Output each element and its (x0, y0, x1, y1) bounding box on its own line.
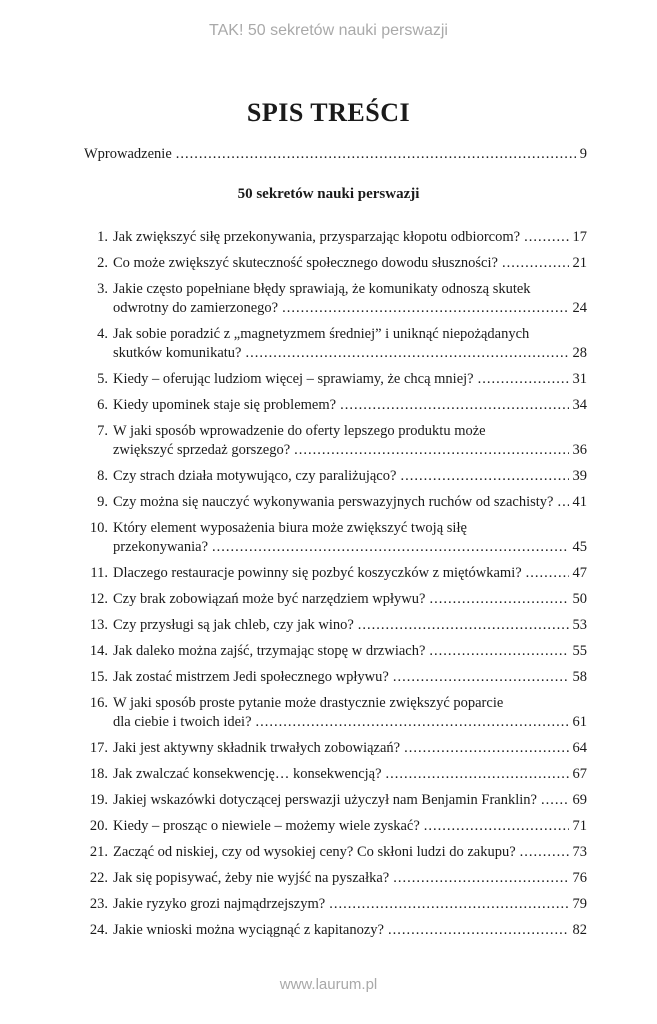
toc-entry-row (84, 280, 587, 318)
toc-entry-number: 13. (89, 617, 108, 633)
footer-url: www.laurum.pl (279, 976, 378, 993)
toc-entry-number: 10. (89, 520, 108, 536)
toc-entry-title: Jak się popisywać, żeby nie wyjść na pyszałka? (113, 870, 390, 886)
toc-entry-number: 7. (97, 423, 108, 439)
dot-leader (404, 739, 568, 758)
toc-entry-row (84, 739, 587, 758)
dot-leader (212, 538, 568, 557)
table-of-contents (84, 228, 587, 947)
toc-entry-leader-line (113, 299, 587, 318)
toc-page-number: 41 (572, 494, 587, 510)
toc-entry-leader-line (113, 254, 587, 273)
toc-entry-body (113, 869, 587, 888)
toc-entry-text-line: W jaki sposób wprowadzenie do oferty lepszego produktu może (113, 423, 486, 439)
toc-page-number: 82 (572, 922, 587, 938)
toc-entry-leader-line (113, 869, 587, 888)
toc-entry-leader-line (113, 895, 587, 914)
toc-entry[interactable] (84, 422, 587, 460)
toc-entry-body (113, 895, 587, 914)
toc-entry-number: 12. (89, 591, 108, 607)
toc-entry-body (113, 493, 587, 512)
toc-entry-row (84, 228, 587, 247)
toc-entry-body (113, 642, 587, 661)
toc-entry[interactable] (84, 254, 587, 273)
dot-leader (429, 642, 568, 661)
toc-entry[interactable] (84, 869, 587, 888)
toc-page-number: 73 (572, 844, 587, 860)
toc-entry-number: 16. (89, 695, 108, 711)
toc-entry-title: Kiedy – oferując ludziom więcej – sprawiamy, że chcą mniej? (113, 371, 474, 387)
toc-entry-title: Dlaczego restauracje powinny się pozbyć koszyczków z miętówkami? (113, 565, 522, 581)
toc-entry-text-line: Jakie często popełniane błędy sprawiają, że komunikaty odnoszą skutek (113, 281, 531, 297)
dot-leader (282, 299, 568, 318)
toc-entry-title: Kiedy – prosząc o niewiele – możemy wiele zyskać? (113, 818, 420, 834)
toc-entry-title: odwrotny do zamierzonego? (113, 300, 279, 316)
toc-entry-title: Kiedy upominek staje się problemem? (113, 397, 337, 413)
toc-entry-leader-line (113, 843, 587, 862)
toc-entry-leader-line (113, 590, 587, 609)
toc-entry[interactable] (84, 370, 587, 389)
toc-page-number: 17 (572, 229, 587, 245)
toc-entry-row (84, 843, 587, 862)
dot-leader (294, 441, 568, 460)
toc-entry-leader-line (113, 765, 587, 784)
toc-entry-body (113, 325, 587, 363)
toc-entry-title: Czy można się nauczyć wykonywania perswazyjnych ruchów od szachisty? (113, 494, 554, 510)
dot-leader (520, 843, 569, 862)
dot-leader (388, 921, 569, 940)
toc-entry-title: Jaki jest aktywny składnik trwałych zobowiązań? (113, 740, 401, 756)
dot-leader (478, 370, 569, 389)
dot-leader (358, 616, 569, 635)
toc-entry-number: 6. (97, 397, 108, 413)
toc-page-number: 61 (572, 714, 587, 730)
toc-entry-row (84, 254, 587, 273)
toc-entry-title: Zacząć od niskiej, czy od wysokiej ceny? Co skłoni ludzi do zakupu? (113, 844, 516, 860)
toc-page-number: 28 (572, 345, 587, 361)
dot-leader (558, 493, 569, 512)
toc-entry[interactable] (84, 791, 587, 810)
toc-entry-leader-line (113, 921, 587, 940)
toc-entry-text-line: W jaki sposób proste pytanie może drastycznie zwiększyć poparcie (113, 695, 504, 711)
toc-entry[interactable] (84, 616, 587, 635)
toc-entry-body (113, 422, 587, 460)
toc-entry-number: 8. (97, 468, 108, 484)
toc-page-number: 55 (572, 643, 587, 659)
toc-page-number: 47 (572, 565, 587, 581)
toc-entry-row (84, 694, 587, 732)
toc-page-number: 21 (572, 255, 587, 271)
toc-entry[interactable] (84, 817, 587, 836)
toc-entry-title: skutków komunikatu? (113, 345, 242, 361)
toc-entry-title: zwiększyć sprzedaż gorszego? (113, 442, 291, 458)
toc-entry-leader-line (113, 538, 587, 557)
toc-entry-number: 2. (97, 255, 108, 271)
toc-entry-body (113, 280, 587, 318)
toc-entry-body (113, 739, 587, 758)
toc-entry-row (84, 493, 587, 512)
toc-entry[interactable] (84, 325, 587, 363)
toc-entry-row (84, 791, 587, 810)
toc-entry[interactable] (84, 668, 587, 687)
dot-leader (386, 765, 569, 784)
toc-entry-title: Czy przysługi są jak chleb, czy jak wino? (113, 617, 354, 633)
toc-entry-leader-line (113, 642, 587, 661)
toc-entry-row (84, 869, 587, 888)
toc-page-number: 34 (572, 397, 587, 413)
running-header: TAK! 50 sekretów nauki perswazji (209, 22, 448, 39)
toc-entry-number: 11. (90, 565, 108, 581)
toc-entry-number: 4. (97, 326, 108, 342)
toc-entry-leader-line (113, 344, 587, 363)
toc-entry-leader-line (113, 370, 587, 389)
toc-entry-number: 1. (97, 229, 108, 245)
toc-entry-number: 22. (89, 870, 108, 886)
toc-entry-leader-line (113, 713, 587, 732)
toc-entry[interactable] (84, 739, 587, 758)
toc-entry-row (84, 921, 587, 940)
dot-leader (400, 467, 568, 486)
toc-entry-leader-line (113, 817, 587, 836)
dot-leader (393, 869, 568, 888)
dot-leader (340, 396, 568, 415)
toc-entry-body (113, 921, 587, 940)
toc-entry-number: 19. (89, 792, 108, 808)
toc-entry-leader-line (113, 616, 587, 635)
toc-page-number: 71 (572, 818, 587, 834)
toc-entry-body (113, 616, 587, 635)
toc-entry[interactable] (84, 493, 587, 512)
toc-entry-body (113, 228, 587, 247)
page-title: SPIS TREŚCI (246, 98, 411, 127)
toc-entry-body (113, 694, 587, 732)
dot-leader (424, 817, 569, 836)
toc-entry-leader-line (113, 396, 587, 415)
dot-leader (541, 791, 569, 810)
toc-entry-leader-line (113, 791, 587, 810)
toc-page-number: 69 (572, 792, 587, 808)
toc-entry-body (113, 765, 587, 784)
toc-entry-number: 9. (97, 494, 108, 510)
toc-entry-row (84, 422, 587, 460)
toc-entry-leader-line (113, 228, 587, 247)
toc-entry[interactable] (84, 921, 587, 940)
toc-page-number: 9 (579, 146, 587, 162)
dot-leader (429, 590, 568, 609)
toc-entry-title: dla ciebie i twoich idei? (113, 714, 252, 730)
toc-entry-title: Czy strach działa motywująco, czy paraliżująco? (113, 468, 397, 484)
toc-entry-label: Wprowadzenie (84, 146, 172, 162)
toc-entry[interactable] (84, 895, 587, 914)
dot-leader (526, 564, 569, 583)
toc-entry-body (113, 817, 587, 836)
toc-page-number: 36 (572, 442, 587, 458)
toc-entry-body (113, 564, 587, 583)
toc-entry-leader-line (113, 441, 587, 460)
toc-entry-body (113, 519, 587, 557)
toc-entry-title: Czy brak zobowiązań może być narzędziem wpływu? (113, 591, 426, 607)
toc-entry-title: Jak zwiększyć siłę przekonywania, przysparzając kłopotu odbiorcom? (113, 229, 521, 245)
toc-entry-number: 5. (97, 371, 108, 387)
toc-entry-title: Co może zwiększyć skuteczność społecznego dowodu słuszności? (113, 255, 498, 271)
toc-entry-row (84, 325, 587, 363)
toc-entry-leader-line (113, 467, 587, 486)
toc-entry-row (84, 564, 587, 583)
dot-leader (176, 146, 576, 163)
dot-leader (245, 344, 568, 363)
toc-page-number: 24 (572, 300, 587, 316)
toc-page-number: 45 (572, 539, 587, 555)
toc-entry-body (113, 254, 587, 273)
toc-entry-body (113, 668, 587, 687)
toc-entry-number: 3. (97, 281, 108, 297)
toc-entry-title: Jakie wnioski można wyciągnąć z kapitanozy? (113, 922, 384, 938)
dot-leader (393, 668, 569, 687)
toc-page-number: 31 (572, 371, 587, 387)
toc-entry-body (113, 370, 587, 389)
toc-entry-number: 14. (89, 643, 108, 659)
toc-entry-row (84, 817, 587, 836)
toc-entry-body (113, 791, 587, 810)
toc-entry-row (84, 668, 587, 687)
toc-entry-leader-line (113, 668, 587, 687)
toc-entry-body (113, 396, 587, 415)
toc-page-number: 67 (572, 766, 587, 782)
toc-entry-intro[interactable] (84, 146, 587, 163)
toc-entry-body (113, 843, 587, 862)
toc-entry-title: Jak zwalczać konsekwencję… konsekwencją? (113, 766, 382, 782)
toc-entry-leader-line (113, 564, 587, 583)
toc-page-number: 76 (572, 870, 587, 886)
toc-page-number: 53 (572, 617, 587, 633)
toc-entry[interactable] (84, 765, 587, 784)
toc-entry-number: 23. (89, 896, 108, 912)
toc-entry-title: Jak zostać mistrzem Jedi społecznego wpływu? (113, 669, 389, 685)
toc-entry[interactable] (84, 694, 587, 732)
toc-entry[interactable] (84, 642, 587, 661)
dot-leader (502, 254, 569, 273)
toc-entry-row (84, 895, 587, 914)
toc-entry[interactable] (84, 467, 587, 486)
toc-entry-title: Jak daleko można zajść, trzymając stopę w drzwiach? (113, 643, 426, 659)
toc-entry-row (84, 590, 587, 609)
toc-entry[interactable] (84, 519, 587, 557)
section-heading: 50 sekretów nauki perswazji (237, 186, 420, 202)
toc-entry-number: 21. (89, 844, 108, 860)
toc-entry-leader-line (113, 739, 587, 758)
toc-entry-row (84, 642, 587, 661)
toc-page-number: 64 (572, 740, 587, 756)
toc-entry[interactable] (84, 396, 587, 415)
toc-page-number: 39 (572, 468, 587, 484)
toc-page-number: 79 (572, 896, 587, 912)
toc-entry[interactable] (84, 843, 587, 862)
toc-entry-row (84, 370, 587, 389)
toc-page-number: 50 (572, 591, 587, 607)
toc-entry-number: 17. (89, 740, 108, 756)
toc-entry-title: Jakie ryzyko grozi najmądrzejszym? (113, 896, 326, 912)
dot-leader (256, 713, 569, 732)
dot-leader (329, 895, 568, 914)
dot-leader (524, 228, 568, 247)
toc-entry[interactable] (84, 564, 587, 583)
toc-entry-title: Jakiej wskazówki dotyczącej perswazji użyczył nam Benjamin Franklin? (113, 792, 537, 808)
toc-entry-text-line: Jak sobie poradzić z „magnetyzmem średniej” i uniknąć niepożądanych (113, 326, 530, 342)
toc-entry[interactable] (84, 280, 587, 318)
toc-entry-body (113, 467, 587, 486)
toc-entry-row (84, 616, 587, 635)
toc-entry-leader-line (113, 493, 587, 512)
toc-entry-body (113, 590, 587, 609)
toc-entry-row (84, 765, 587, 784)
toc-entry-number: 15. (89, 669, 108, 685)
toc-entry-number: 18. (89, 766, 108, 782)
toc-page-number: 58 (572, 669, 587, 685)
toc-entry[interactable] (84, 228, 587, 247)
toc-entry-number: 24. (89, 922, 108, 938)
toc-entry-title: przekonywania? (113, 539, 209, 555)
toc-entry[interactable] (84, 590, 587, 609)
toc-entry-text-line: Który element wyposażenia biura może zwiększyć twoją siłę (113, 520, 467, 536)
toc-entry-number: 20. (89, 818, 108, 834)
toc-entry-row (84, 467, 587, 486)
toc-entry-row (84, 519, 587, 557)
toc-entry-row (84, 396, 587, 415)
